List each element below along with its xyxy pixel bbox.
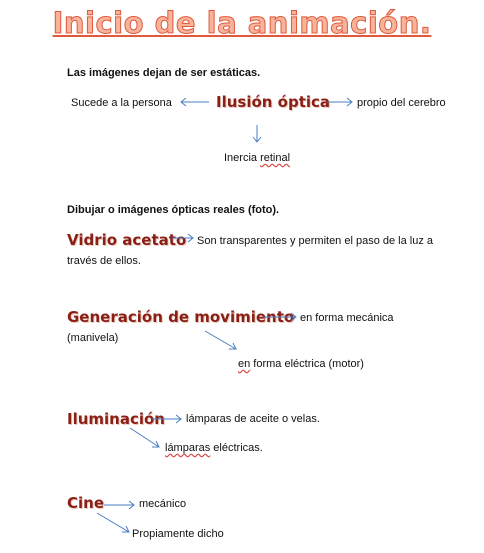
arrow-electrica — [205, 331, 236, 349]
manivela-text: (manivela) — [67, 332, 119, 344]
vidrio-desc-line2: través de ellos. — [67, 255, 141, 267]
page-title: Inicio de la animación. — [52, 6, 432, 40]
iluminacion-term: Iluminación — [67, 410, 165, 428]
retinal-word: retinal — [260, 152, 291, 164]
mecanico-text: mecánico — [139, 498, 187, 510]
arrow-to-propio — [327, 98, 352, 106]
arrow-mecanico — [104, 501, 134, 509]
vidrio-desc-line1: Son transparentes y permiten el paso de la luz a — [197, 235, 434, 247]
forma-mecanica-text: en forma mecánica — [300, 312, 394, 324]
arrow-to-inercia — [253, 125, 261, 142]
arrow-vidrio — [172, 234, 193, 242]
vidrio-acetato-term: Vidrio acetato — [67, 231, 187, 249]
inercia-word: Inercia — [224, 152, 261, 164]
sucede-text: Sucede a la persona — [71, 97, 172, 109]
forma-electrica-rest: forma eléctrica (motor) — [250, 358, 364, 370]
cine-term: Cine — [67, 494, 105, 512]
lamparas-aceite-text: lámparas de aceite o velas. — [186, 413, 320, 425]
arrow-to-sucede — [181, 98, 209, 106]
generacion-movimiento-term: Generación de movimiento — [67, 308, 295, 326]
lamparas-word: lámparas — [165, 442, 211, 454]
arrow-mecanica — [263, 313, 296, 321]
electricas-rest: eléctricas. — [210, 442, 263, 454]
ilusion-optica-term: Ilusión óptica — [216, 93, 331, 111]
section1-heading: Las imágenes dejan de ser estáticas. — [67, 67, 261, 79]
propio-text: propio del cerebro — [357, 97, 446, 109]
section2-heading: Dibujar o imágenes ópticas reales (foto). — [67, 204, 280, 216]
en-word: en — [238, 358, 251, 370]
arrow-lamparas-aceite — [152, 415, 181, 423]
arrow-propiamente — [97, 513, 129, 532]
propiamente-text: Propiamente dicho — [132, 528, 224, 540]
arrow-lamparas-electricas — [130, 428, 159, 447]
